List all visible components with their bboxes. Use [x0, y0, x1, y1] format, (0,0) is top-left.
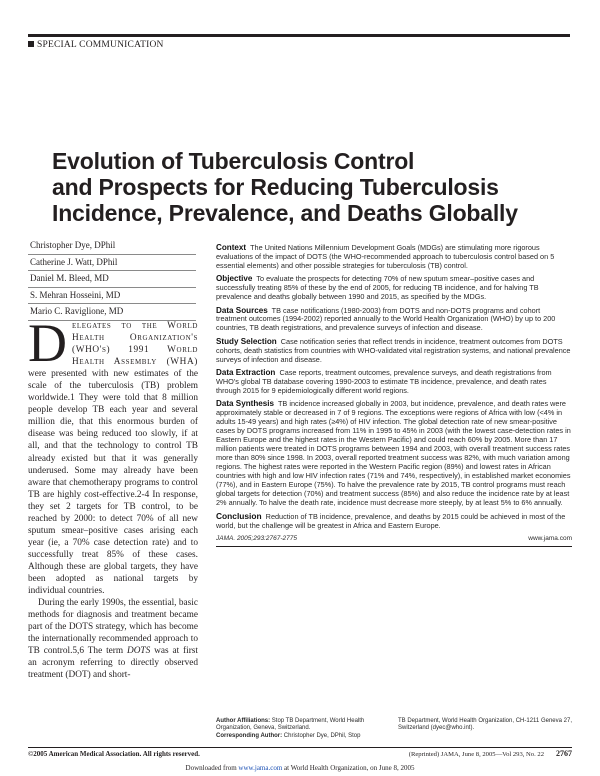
abstract-context — [216, 244, 572, 271]
header-rule — [28, 34, 570, 37]
abstract-conclusion — [216, 512, 572, 531]
abstract-text: To evaluate the prospects for detecting 70% of new sputum smear–positive cases and successfully treating 85% of these by the end of 2005, for reducing TB incidence, and for halving TB prevalence and deaths globally between 1990 and 2015, as specified by the MDGs. — [216, 274, 539, 302]
download-prefix: Downloaded from — [185, 764, 239, 772]
abstract-label: Data Sources — [216, 305, 268, 315]
page-number: 2767 — [556, 749, 572, 758]
author-item: Mario C. Raviglione, MD — [28, 304, 196, 321]
corresponding-text: Christopher Dye, DPhil, Stop — [283, 732, 361, 739]
article-body — [28, 313, 198, 681]
abstract-objective — [216, 275, 572, 302]
corresponding-label: Corresponding Author: — [216, 732, 283, 739]
title-line-2: and Prospects for Reducing Tuberculosis — [52, 174, 499, 200]
body-paragraph-2 — [28, 597, 198, 681]
abstract-data-extraction — [216, 369, 572, 396]
abstract-label: Objective — [216, 274, 253, 284]
author-item: S. Mehran Hosseini, MD — [28, 288, 196, 305]
journal-link[interactable]: www.jama.com — [528, 535, 572, 543]
abstract-study-selection — [216, 338, 572, 365]
author-item: Christopher Dye, DPhil — [28, 238, 196, 255]
author-list — [28, 238, 196, 321]
download-link[interactable]: www.jama.com — [238, 764, 283, 772]
dots-term: DOTS — [126, 646, 151, 657]
abstract-label: Data Synthesis — [216, 399, 275, 409]
abstract-text: Reduction of TB incidence, prevalence, and deaths by 2015 could be achieved in most of the world, but the challenge will be greatest in Africa and Eastern Europe. — [216, 512, 566, 531]
abstract-text: The United Nations Millennium Development Goals (MDGs) are stimulating more rigorous evaluations of the impact of DOTS (the WHO-recommended approach to tuberculosis control based on 5 essential elements) and other possible strategies for tuberculosis (TB) control. — [216, 243, 555, 270]
section-square-icon — [28, 41, 34, 47]
drop-cap: D — [28, 313, 67, 373]
issue-info: (Reprinted) JAMA, June 8, 2005—Vol 293, No. 22 — [408, 751, 544, 758]
abstract-text: TB incidence increased globally in 2003, but incidence, prevalence, and death rates were approximately stable or decreased in 7 of 9 regions. The exceptions were regions of Africa with low (<4% in adults 15-49 years) and high rates (≥4%) of HIV infection. The global detection rate of new smear-positive cases by DOTS programs increased from 11% in 1995 to 45% in 2003 (with the lowest case-detection rates in Eastern Europe and the highest rates in the Western Pacific) and could reach 60% by 2005. More than 17 million patients were treated in DOTS programs between 1994 and 2003, with overall treatment success rates more than 80% since 1998. In 2003, overall reported treatment success was 82%, with much variation among regions. The highest rates were reported in the Western Pacific region (89%) and lowest rates in African countries with high and low HIV infection rates (71% and 74%, respectively), in established market economies (77%), and in Eastern Europe (75%). To halve the prevalence rate by 2015, TB control programs must reach global targets for detection (70%) and treatment success (85%) and also reduce the incidence rate by at least 2% annually. To halve the death rate, incidence must decrease more steeply, by at least 5% to 6% annually. — [216, 399, 571, 507]
author-item: Catherine J. Watt, DPhil — [28, 255, 196, 272]
section-label-text: SPECIAL COMMUNICATION — [37, 40, 164, 50]
body-paragraph-1 — [28, 313, 198, 597]
affiliations-label: Author Affiliations: — [216, 718, 271, 724]
section-label — [28, 40, 164, 50]
abstract-text: TB case notifications (1980-2003) from DOTS and non-DOTS programs and cohort treatment outcomes (1994-2002) reported annually to the World Health Organization (WHO) by up to 200 countries, TB death registrations, and prevalence surveys of infection and disease. — [216, 305, 556, 333]
citation-ref: JAMA. 2005;293:2767-2775 — [216, 535, 297, 543]
author-item: Daniel M. Bleed, MD — [28, 271, 196, 288]
download-suffix: at World Health Organization, on June 8, 2005 — [282, 764, 415, 772]
article-title — [52, 148, 572, 226]
affiliations-column-1 — [216, 718, 388, 740]
abstract-data-synthesis — [216, 400, 572, 507]
abstract-text: Case notification series that reflect trends in incidence, treatment outcomes from DOTS cohorts, death statistics from countries with WHO-validated vital registration systems, and national prevalence surveys of infection and disease. — [216, 336, 571, 364]
abstract-label: Data Extraction — [216, 368, 276, 377]
affiliations-column-2: TB Department, World Health Organization, CH-1211 Geneva 27, Switzerland (dyec@who.int). — [398, 718, 572, 732]
abstract — [216, 244, 572, 547]
abstract-text: Case reports, treatment outcomes, prevalence surveys, and death registrations from WHO's global TB database covering 1990-2003 to estimate TB incidence, prevalence, and death rates through 2015 for 9 epidemiologically different world regions. — [216, 368, 552, 395]
title-line-3: Incidence, Prevalence, and Deaths Globally — [52, 200, 518, 226]
title-line-1: Evolution of Tuberculosis Control — [52, 148, 415, 174]
copyright: ©2005 American Medical Association. All rights reserved. — [28, 750, 200, 758]
body-paragraph-2-text-b: was at first an acronym referring to directly observed treatment (DOT) and short- — [28, 646, 198, 681]
abstract-data-sources — [216, 307, 572, 334]
body-paragraph-2-text-a: During the early 1990s, the essential, basic methods for diagnosis and treatment became part of the DOTS strategy, which has become the internationally recommended approach to TB control.5,6 The term — [28, 598, 198, 657]
body-paragraph-1-text: were presented with new estimates of the scale of the tuberculosis (TB) problem worldwide.1 They were told that 8 million people develop TB each year and several million die, that this enormous burden of disease was being reduced too slowly, if at all, and that the technology to control TB already existed but that it was generally underused. Some may already have been aware that chemotherapy programs to control TB are highly cost-effective.2-4 In response, they set 2 targets for TB control, to be reached by 2000: to detect 70% of all new sputum smear–positive cases arising each year (ie, a 70% case detection rate) and to successfully treat 85% of these cases. Although these are global targets, they have been adopted as national targets by individual countries. — [28, 369, 198, 597]
download-note — [0, 764, 600, 772]
abstract-label: Context — [216, 243, 247, 252]
footer-rule — [28, 747, 572, 748]
affiliations-text: Stop TB Department, World Health Organization, Geneva, Switzerland. — [216, 718, 365, 732]
abstract-label: Conclusion — [216, 511, 262, 522]
lead-in-smallcaps: elegates to the World Health Organization's (WHO's) 1991 World Health Assembly (WHA) — [72, 321, 198, 368]
abstract-label: Study Selection — [216, 336, 277, 346]
citation-row — [216, 535, 572, 547]
